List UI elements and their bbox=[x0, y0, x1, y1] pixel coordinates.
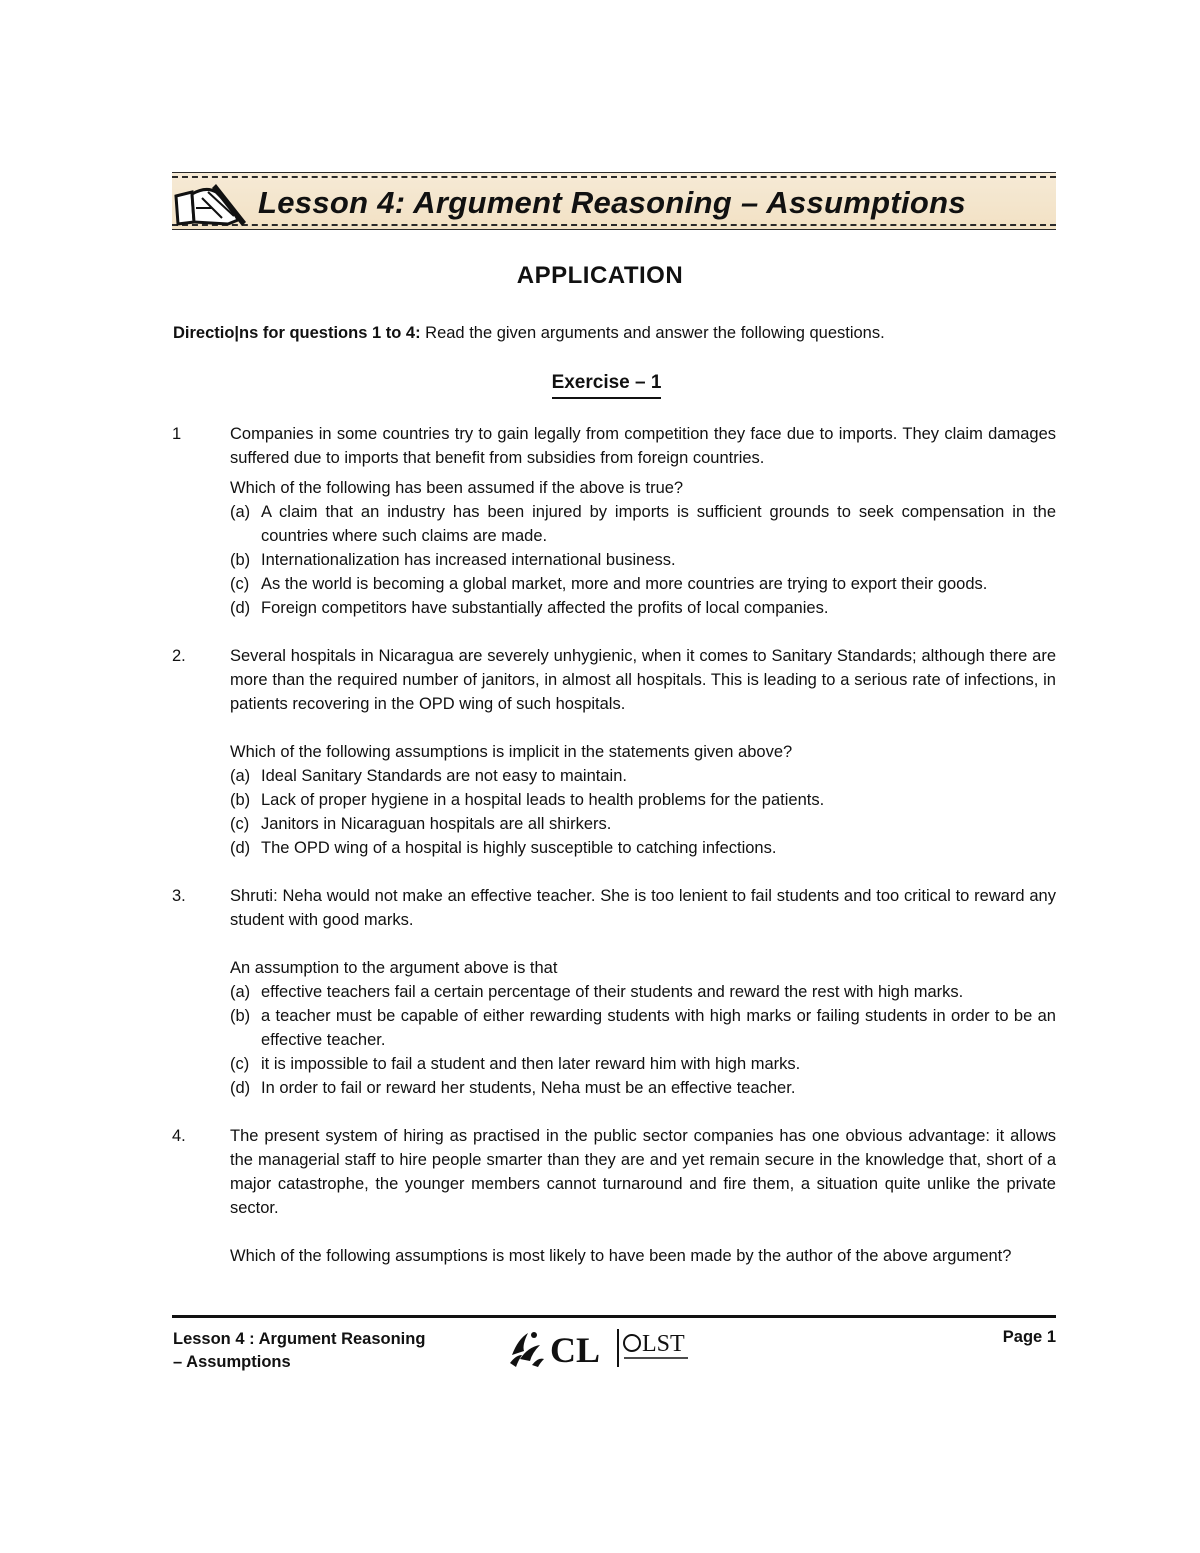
question-number: 3. bbox=[172, 887, 186, 905]
option-b: (b) Internationalization has increased international business. bbox=[230, 551, 676, 569]
question-list bbox=[172, 422, 1056, 1292]
question-prompt: Which of the following has been assumed if the above is true? bbox=[230, 479, 684, 497]
option-a: (a) Ideal Sanitary Standards are not easy to maintain. bbox=[230, 767, 627, 785]
question-prompt: Which of the following assumptions is most likely to have been made by the author of the above argument? bbox=[230, 1247, 1012, 1265]
footer-lesson-line1: Lesson 4 : Argument Reasoning bbox=[173, 1330, 426, 1348]
question-1 bbox=[172, 422, 1056, 620]
question-3 bbox=[172, 884, 1056, 1100]
directions bbox=[173, 324, 885, 343]
banner-top-border bbox=[172, 172, 1056, 173]
option-d: (d) In order to fail or reward her students, Neha must be an effective teacher. bbox=[230, 1079, 796, 1097]
question-2 bbox=[172, 644, 1056, 860]
directions-label: Directio|ns for questions 1 to 4: bbox=[173, 324, 421, 342]
question-4 bbox=[172, 1124, 1056, 1268]
option-d: (d) The OPD wing of a hospital is highly susceptible to catching infections. bbox=[230, 839, 777, 857]
section-title: APPLICATION bbox=[516, 262, 684, 289]
writing-hand-icon bbox=[172, 178, 250, 228]
question-prompt: An assumption to the argument above is that bbox=[230, 959, 558, 977]
exercise-heading bbox=[0, 372, 1200, 399]
page-number: Page 1 bbox=[1002, 1328, 1056, 1346]
option-c: (c) As the world is becoming a global market, more and more countries are trying to export their goods. bbox=[230, 575, 988, 593]
question-number: 4. bbox=[172, 1127, 186, 1145]
question-prompt: Which of the following assumptions is implicit in the statements given above? bbox=[230, 743, 793, 761]
lesson-title: Lesson 4: Argument Reasoning – Assumptions bbox=[258, 185, 966, 220]
option-c: (c) Janitors in Nicaraguan hospitals are all shirkers. bbox=[230, 815, 612, 833]
option-c: (c) it is impossible to fail a student and then later reward him with high marks. bbox=[230, 1055, 801, 1073]
option-b: (b) a teacher must be capable of either rewarding students with high marks or failing students in order to be an effective teacher. bbox=[230, 1007, 1056, 1049]
option-d: (d) Foreign competitors have substantially affected the profits of local companies. bbox=[230, 599, 829, 617]
option-b: (b) Lack of proper hygiene in a hospital leads to health problems for the patients. bbox=[230, 791, 825, 809]
exercise-title: Exercise – 1 bbox=[552, 372, 662, 399]
option-a: (a) effective teachers fail a certain percentage of their students and reward the rest with high marks. bbox=[230, 983, 964, 1001]
directions-text: Read the given arguments and answer the following questions. bbox=[420, 324, 885, 342]
lesson-banner bbox=[172, 172, 1056, 230]
svg-text:LST: LST bbox=[642, 1331, 685, 1357]
svg-text:CL: CL bbox=[550, 1330, 601, 1369]
banner-top-dash bbox=[172, 176, 1056, 178]
question-stem: The present system of hiring as practised in the public sector companies has one obvious advantage: it allows the managerial staff to hire people smarter than they are and yet remain secure in the knowledge that, short of a major catastrophe, the younger members cannot turnaround and fire them, a situation quite unlike the private sector. bbox=[230, 1127, 1056, 1217]
cl-lst-logo-icon bbox=[508, 1325, 698, 1369]
option-a: (a) A claim that an industry has been injured by imports is sufficient grounds to seek compensation in the countries where such claims are made. bbox=[230, 503, 1056, 545]
footer-lesson-name bbox=[173, 1328, 473, 1374]
question-number: 2. bbox=[172, 647, 186, 665]
banner-bottom-border bbox=[172, 229, 1056, 230]
footer-lesson-line2: – Assumptions bbox=[173, 1353, 291, 1371]
footer-divider bbox=[172, 1315, 1056, 1318]
question-number: 1 bbox=[172, 425, 182, 443]
question-stem: Companies in some countries try to gain legally from competition they face due to imports. They claim damages suffered due to imports that benefit from subsidies from foreign countries. bbox=[230, 425, 1056, 467]
question-stem: Shruti: Neha would not make an effective teacher. She is too lenient to fail students and too critical to reward any student with good marks. bbox=[230, 887, 1056, 929]
banner-bottom-dash bbox=[172, 224, 1056, 226]
question-stem: Several hospitals in Nicaragua are severely unhygienic, when it comes to Sanitary Standards; although there are more than the required number of janitors, in almost all hospitals. This is leading to a serious rate of infections, in patients recovering in the OPD wing of such hospitals. bbox=[230, 647, 1056, 713]
